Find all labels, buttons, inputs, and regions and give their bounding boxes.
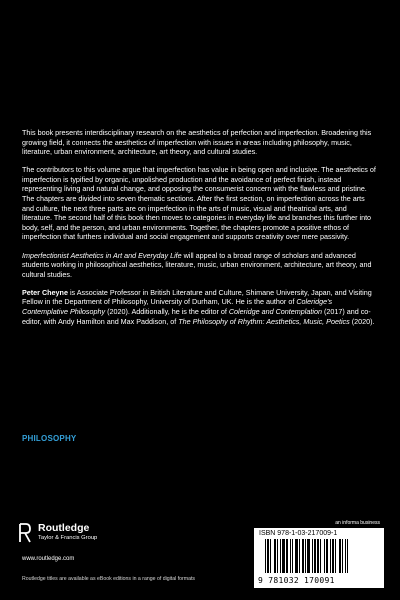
barcode-digits: 9 781032 170091 <box>258 576 335 585</box>
bio-text-4: (2020). <box>349 316 375 326</box>
bio-text-1: is Associate Professor in British Literature and Culture, Shimane University, Japan, and Visiting Fellow in the Department of Philosophy, University of Durham, UK. He is the author of <box>22 287 372 307</box>
author-bio <box>22 288 378 326</box>
bio-book-2: Coleridge and Contemplation <box>228 307 322 316</box>
bio-book-1: Coleridge's Contemplative Philosophy <box>22 297 333 316</box>
category-label: PHILOSOPHY <box>22 434 77 443</box>
ebook-note: Routledge titles are available as eBook editions in a range of digital formats <box>22 576 196 582</box>
blurb-paragraph-3 <box>22 251 378 280</box>
publisher-website: www.routledge.com <box>22 556 75 562</box>
bio-text-2: (2020). Additionally, he is the editor of <box>105 307 229 316</box>
book-title: Imperfectionist Aesthetics in Art and Everyday Life <box>22 250 182 260</box>
bio-text-3: (2017) and co-editor, with Andy Hamilton and Max Paddison, of <box>22 307 371 326</box>
isbn-label: ISBN 978-1-03-217009-1 <box>259 530 338 537</box>
author-name: Peter Cheyne <box>22 287 68 297</box>
routledge-r-icon <box>18 522 32 544</box>
back-cover-text <box>22 128 378 335</box>
publisher-logo <box>18 522 198 552</box>
blurb-paragraph-1: This book presents interdisciplinary research on the aesthetics of perfection and imperfection. Broadening this growing field, it connects the aesthetics of imperfection with issues in areas including philosophy, music, literature, urban environment, architecture, art theory, and cultural studies. <box>22 128 372 157</box>
publisher-name: Routledge <box>38 522 90 534</box>
informa-label: an informa business <box>335 520 380 526</box>
publisher-subtitle: Taylor & Francis Group <box>38 535 98 541</box>
bio-book-3: The Philosophy of Rhythm: Aesthetics, Music, Poetics <box>178 316 350 326</box>
blurb-paragraph-2: The contributors to this volume argue that imperfection has value in being open and inclusive. The aesthetics of imperfection is typified by organic, unpolished production and the avoidance of perfect finish, instead representing living and natural change, and opposing the consumerist concern with the flawless and pristine. The chapters are divided into seven thematic sections. After the first section, on imperfection across the arts and culture, the next three parts are on imperfection in the arts of music, visual and theatrical arts, and literature. The second half of this book then moves to categories in everyday life and branches this further into body, self, and the person, and urban environments. Together, the chapters promote a positive ethos of imperfection that furthers individual and social engagement and supports creativity over mere passivity. <box>22 165 376 242</box>
barcode-icon <box>259 539 379 575</box>
isbn-barcode <box>254 528 384 588</box>
blurb-paragraph-3-rest: will appeal to a broad range of scholars and advanced students working in philosophical aesthetics, literature, music, urban environment, architecture, art theory, and cultural studies. <box>22 250 372 279</box>
